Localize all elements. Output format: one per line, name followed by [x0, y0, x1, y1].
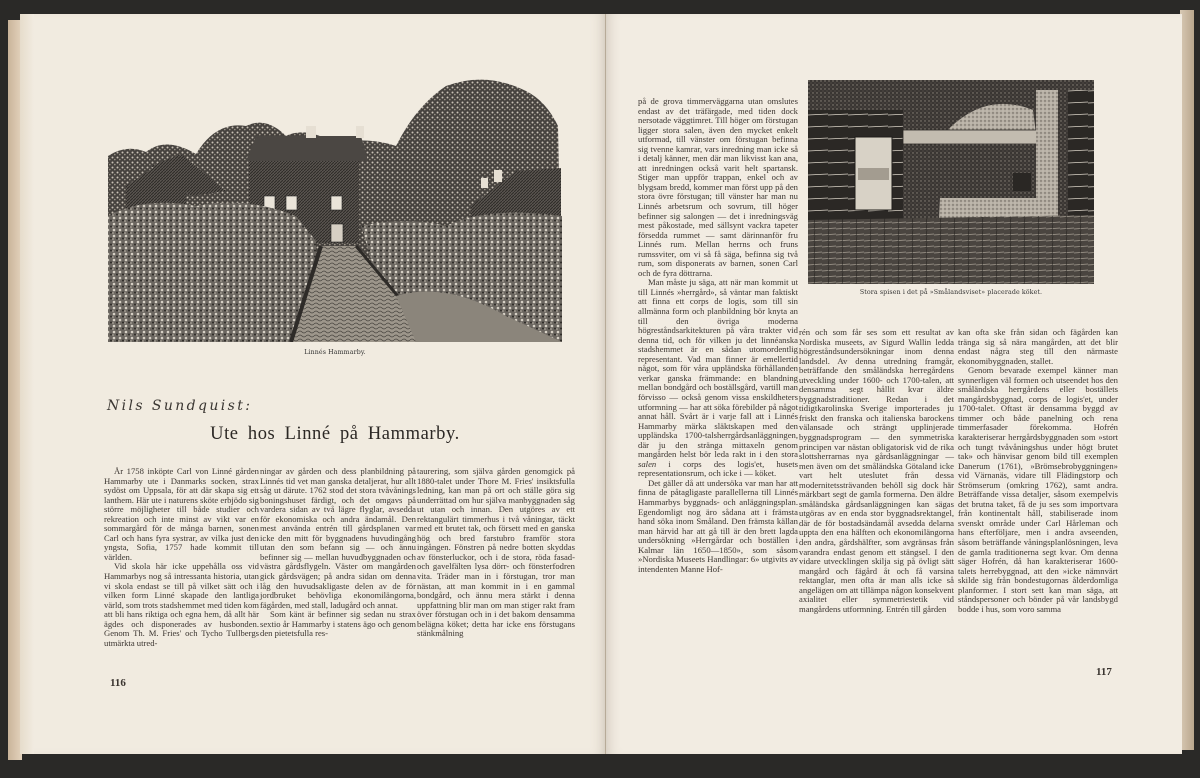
figure-caption: Linnés Hammarby. — [304, 349, 366, 356]
book-page-edges-right — [1180, 10, 1194, 750]
paragraph: Genom bevarade exempel känner man synnerligen väl formen och utseendet hos den småländska herrgårdens eller boställets mangårdsbyggnad, corps de logis'et, under 1700-talet. Oftast är densamma byggd av timmer och både panelning och rena timmerfasader förekomma. Hofrén karakteriserar herrgårdsbyggnaden som »stort och tungt tvåvåningshus under högt brutet tak» och hänvisar genom bild till exemplen Danerum (1761), »Brömsebrobyggningen» vid Värnanäs, vidare till Flädingstorp och Strömserum (omkring 1762), samt andra. Beträffande vissa detaljer, såsom exempelvis det brutna taket, få de ju ses som importvara från kontinentalt håll, stabiliserade inom svenskt område under Carl Hårleman och hans efterföljare, men i andra avseenden, såsom beträffande våningsplanlösningen, leva de gamla traditionerna segt kvar. Om denna säger Hofrén, då han karakteriserar 1600-talets herrebyggnad, att den »icke nämnvärt skilde sig från bondestugornas ålderdomliga planformer. I stort sett kan man säga, att ståndspersoner och bönder på vår landsbygd bodde i hus, som voro samma — [958, 365, 1118, 614]
paragraph: År 1758 inköpte Carl von Linné gården Hammarby ute i Danmarks socken, strax sydöst om Uppsala, för att där skapa sig ett lanthem. Här ute i naturens sköte erbjödo sig större möjligheter till både studier och rekreation och inte minst av vikt var en sommargård för de många barnen, sonen Carl och hans fyra systrar, av vilka just den yngsta, Sofia, 1757 hade kommit till världen. — [104, 466, 259, 562]
text-column-4 — [638, 97, 798, 574]
page-number: 117 — [1096, 666, 1112, 678]
paragraph: ningar av gården och dess planbildning på Linnés tid vet man ganska detaljerat, hur allt såg ut därute. 1762 stod det stora tvåvånings boningshuset färdigt, och det omgavs på vardera sidan av två lägre flyglar, avsedda för ekonomiska och andra ändamål. Den mest använda entrén till gårdsplanen var icke den mitt för byggnadens huvudingång utan den som befann sig — och ännu befinner sig — mellan huvudbyggnaden och västra gårdsflygeln. Väster om mangården gick gårdsvägen; på andra sidan om denna låg den huvudsakligaste delen av de för jordbruket behövliga ekonomilängorna, fägården, med stall, ladugård och annat. — [260, 466, 416, 610]
text-column-5 — [799, 328, 954, 614]
emphasis: salen — [638, 458, 657, 469]
page-number: 116 — [110, 677, 126, 689]
text-column-2 — [260, 467, 416, 639]
text-column-1 — [104, 467, 259, 648]
left-page — [20, 14, 606, 754]
paragraph: taurering, som själva gården genomgick på 1880-talet under Thore M. Fries' insiktsfulla ledning, kan man på ort och ställe göra sig underrättad om hur själva manbyggnaden såg ut utan och innan. Den utgöres av ett rektangulärt timmerhus i två våningar, täckt med ett brutet tak, och försett med en ganska hög och bred farstubro framför stora ingången. Fönstren på nedre botten skyddas av fönsterluckor, och i de stora, röda fasad- och gavelfälten lysa dörr- och fönsterfodren vita. Träder man in i förstugan, tror man nästan, att man kommit in i en gammal bondgård, och ännu mera stärkt i denna uppfattning blir man om man stiger rakt fram över förstugan och in i det bakom densamma belägna köket; detta har icke ens förstugans stänkmålning — [417, 466, 575, 639]
paragraph: Vid skola här icke uppehålla oss vid Hammarbys nog så intressanta historia, utan vi skola endast se till på vilket sätt och i vilken form Linné skapade den lantliga värld, som trots stadshemmet med tiden kom att bli hans riktiga och egna hem, då allt här ägdes och disponerades av husbonden. Genom Th. M. Fries' och Tycho Tullbergs utmärkta utred- — [104, 561, 259, 648]
article-author: Nils Sundquist: — [107, 398, 253, 414]
paragraph: Det gäller då att undersöka var man har att finna de påtagligaste parallellerna till Linnés Hammarbys byggnads- och anläggningsplan. Egendomligt nog äro sådana att i främsta hand söka inom Småland. Den främsta källan man härvid har att gå till är den brett lagda undersökning »Herrgårdar och boställen i Kalmar län 1650—1850», som såsom »Nordiska Museets Handlingar: 6» utgivits av intendenten Manne Hof- — [638, 477, 798, 574]
paragraph-text: i corps des logis'et, husets representationsrum, och icke i — köket. — [638, 458, 798, 479]
figure-caption: Stora spisen i det på »Smålandsviset» placerade köket. — [859, 289, 1043, 296]
kitchen-hearth-engraving — [808, 80, 1094, 284]
paragraph: på de grova timmerväggarna utan omslutes endast av det träfärgade, med tiden dock nersotade väggtimret. Till höger om förstugan ligger stora salen, även den mycket enkelt utformad, till vänster om förstugan befinna sig tvenne kamrar, vars inredning man icke så i detalj känner, men där man likvisst kan ana, att inredningen också varit helt spartansk. Stiger man uppför trappan, enkel och av blygsam bredd, kommer man först upp på den stora övre förstugan; till vänster har man nu Linnés arbetsrum och sovrum, till höger befinner sig salongen — det i inredningsväg mest påkostade, med sällsynt vackra tapeter försedda rummet — samt därinnanför fru Linnés rum. Mellan herrns och fruns rumssviter, om vi så få säga, befinna sig två rum, som disponerats av barnen, sonen Carl och de fyra döttrarna. — [638, 96, 798, 278]
text-column-3 — [417, 467, 575, 639]
paragraph — [638, 278, 798, 478]
right-page — [606, 14, 1182, 754]
text-column-6 — [958, 328, 1118, 614]
paragraph-text: Man måste ju säga, att när man kommit ut till Linnés »herrgård», så väntar man faktiskt att finna ett corps de logis, som till sin allmänna form och planbildning bör knyta an till den övriga moderna högreståndsarkitekturen på våra trakter vid denna tid, och för vilken ju det linnéanska stadshemmet är en sådan utomordentlig representant. Vad man finner är emellertid något, som för våra uppländska förhållanden verkar ganska främmande: en blandning mellan bondgård och boställsgård, vartill man förvisso — också genom vissa enskildheters utformning — har att söka förebilder på något annat håll. Svårt är i varje fall att i Linnés Hammarby märka släktskapen med den uppländska 1700-talsherrgårdsanläggningen, där ju den stränga mittaxeln genom mangården helst bör leda rakt in i den stora — [638, 277, 798, 460]
paragraph: kan ofta ske från sidan och fägården kan tränga sig så nära mangården, att det blir endast några steg till den närmaste ekonomibyggnaden, stallet. — [958, 327, 1118, 366]
hammarby-garden-engraving — [106, 66, 564, 342]
paragraph: Som känt är befinner sig sedan nu strax sextio år Hammarby i statens ägo och genom den pietetsfulla res- — [260, 609, 416, 639]
article-title: Ute hos Linné på Hammarby. — [210, 424, 460, 444]
paragraph: rén och som får ses som ett resultat av Nordiska museets, av Sigurd Wallin ledda högreståndsundersökningar inom denna landsdel. Av denna utredning framgår, beträffande den småländska herregårdens utveckling under 1600- och 1700-talen, att densamma segt hållit kvar äldre byggnadstraditioner. Redan i det tidigtkarolinska Sverige importerades ju friskt den franska och italienska barockens välansade och strängt upplinjerade byggnadsprogram — den symmetriska principen var nästan obligatorisk vid de rika slottsherrarnas nya gårdsanläggningar — men även om det småländska Götaland icke vart helt uteslutet från dessa modernitetssträvanden behöll sig dock här märkbart segt de gamla formerna. Den äldre småländska gårdsanläggningen kan sägas utgöras av en enda stor byggnadsrektangel, där de för bostadsändamål avsedda delarna uppta den ena hälften och ekonomilängorna den andra, gårdshälfter, som avgränsas från varandra endast genom ett stängsel. I den vidare utvecklingen skilja sig på övligt sätt mangård och fägård åt och få varsina rektanglar, men ofta är man alls icke så angelägen om att tillämpa någon konsekvent axialitet eller symmetriestetik vid mangårdens utformning. Entrén till gården — [799, 327, 954, 614]
